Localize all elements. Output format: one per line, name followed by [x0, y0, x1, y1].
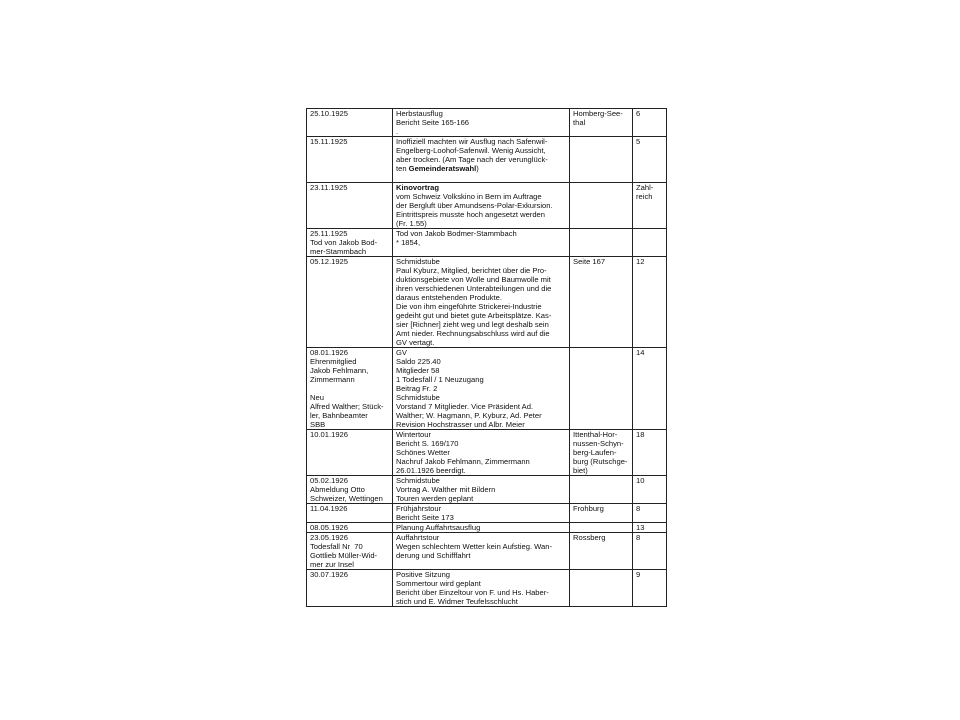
- description-line: [396, 384, 567, 393]
- description-line: [396, 579, 567, 588]
- description-line: [396, 210, 567, 219]
- location-cell: [570, 137, 633, 183]
- date-cell: [307, 523, 393, 533]
- description-line: [396, 533, 567, 542]
- chronicle-table-body: [307, 109, 667, 607]
- description-line: [396, 329, 567, 338]
- description-text: .: [396, 127, 399, 136]
- date-cell: [307, 430, 393, 476]
- location-line: biet): [573, 466, 588, 475]
- description-cell: [393, 504, 570, 523]
- table-row: [307, 570, 667, 607]
- date-line: SBB: [310, 420, 326, 429]
- participant-count: 5: [636, 137, 641, 146]
- description-text: 26.01.1926 beerdigt.: [396, 466, 466, 475]
- description-line: [396, 348, 567, 357]
- description-line: [396, 366, 567, 375]
- description-cell: [393, 183, 570, 229]
- description-line: [396, 302, 567, 311]
- location-line: Homberg-See-: [573, 109, 623, 118]
- count-cell: [633, 523, 667, 533]
- description-text: Bericht S. 169/170: [396, 439, 459, 448]
- description-line: [396, 420, 567, 429]
- date-line: mer zur Insel: [310, 560, 354, 569]
- description-text: Revision Hochstrasser und Albr. Meier: [396, 420, 525, 429]
- description-cell: [393, 523, 570, 533]
- description-line: [396, 183, 567, 192]
- date-cell: [307, 257, 393, 348]
- description-text: Bericht Seite 173: [396, 513, 454, 522]
- description-cell: [393, 257, 570, 348]
- description-text: aber trocken. (Am Tage nach der verunglück-: [396, 155, 548, 164]
- description-text: Bericht über Einzeltour von F. und Hs. Haber-: [396, 588, 549, 597]
- description-line: [396, 485, 567, 494]
- description-line: [396, 504, 567, 513]
- description-line: [396, 513, 567, 522]
- date-line: 08.05.1926: [310, 523, 349, 532]
- location-cell: [570, 257, 633, 348]
- count-cell: [633, 257, 667, 348]
- description-line: [396, 523, 567, 532]
- count-cell: [633, 229, 667, 257]
- count-cell: [633, 476, 667, 504]
- description-text: [396, 173, 398, 182]
- location-cell: [570, 229, 633, 257]
- description-text: Walther; W. Hagmann, P. Kyburz, Ad. Peter: [396, 411, 542, 420]
- date-line: 10.01.1926: [310, 430, 349, 439]
- location-line: Ittenthal-Hor-: [573, 430, 618, 439]
- description-text: Touren werden geplant: [396, 494, 474, 503]
- count-cell: [633, 109, 667, 137]
- description-cell: [393, 430, 570, 476]
- location-cell: [570, 430, 633, 476]
- description-text: Vorstand 7 Mitglieder. Vice Präsident Ad.: [396, 402, 534, 411]
- description-line: [396, 173, 567, 182]
- description-bold-text: Kinovortrag: [396, 183, 440, 192]
- description-line: [396, 357, 567, 366]
- description-line: [396, 375, 567, 384]
- description-text: Eintrittspreis musste hoch angesetzt werden: [396, 210, 545, 219]
- date-line: 15.11.1925: [310, 137, 348, 146]
- description-text: Paul Kyburz, Mitglied, berichtet über die Pro-: [396, 266, 547, 275]
- description-line: [396, 266, 567, 275]
- count-cell: [633, 348, 667, 430]
- location-line: Rossberg: [573, 533, 606, 542]
- description-line: [396, 588, 567, 597]
- table-row: [307, 109, 667, 137]
- table-row: [307, 504, 667, 523]
- count-cell: [633, 430, 667, 476]
- description-text: Nachruf Jakob Fehlmann, Zimmermann: [396, 457, 530, 466]
- description-text: Schmidstube: [396, 257, 440, 266]
- chronicle-table: [306, 108, 667, 607]
- description-line: [396, 257, 567, 266]
- description-line: [396, 201, 567, 210]
- location-line: nussen-Schyn-: [573, 439, 624, 448]
- description-cell: [393, 348, 570, 430]
- participant-count: 12: [636, 257, 645, 266]
- date-line: Zimmermann: [310, 375, 355, 384]
- description-text: stich und E. Widmer Teufelsschlucht: [396, 597, 518, 606]
- description-text: Schmidstube: [396, 393, 440, 402]
- location-cell: [570, 476, 633, 504]
- table-row: [307, 348, 667, 430]
- description-cell: [393, 476, 570, 504]
- description-line: [396, 393, 567, 402]
- description-line: [396, 430, 567, 439]
- location-line: Seite 167: [573, 257, 606, 266]
- date-line: Abmeldung Otto: [310, 485, 365, 494]
- date-cell: [307, 229, 393, 257]
- description-cell: [393, 533, 570, 570]
- description-cell: [393, 137, 570, 183]
- date-line: 30.07.1926: [310, 570, 349, 579]
- description-text: Bericht Seite 165-166: [396, 118, 470, 127]
- date-cell: [307, 504, 393, 523]
- participant-count: Zahl- reich: [636, 183, 654, 201]
- description-text: Herbstausflug: [396, 109, 443, 118]
- location-cell: [570, 523, 633, 533]
- description-text: Wegen schlechtem Wetter kein Aufstieg. Wan-: [396, 542, 553, 551]
- description-text: Engelberg-Loohof-Safenwil. Wenig Aussicht,: [396, 146, 546, 155]
- location-cell: [570, 348, 633, 430]
- date-line: Neu: [310, 393, 324, 402]
- description-text: ihren verschiedenen Unterabteilungen und die: [396, 284, 552, 293]
- description-line: [396, 137, 567, 146]
- description-text: der Bergluft über Amundsens-Polar-Exkursion.: [396, 201, 553, 210]
- description-text: derung und Schifffahrt: [396, 551, 471, 560]
- description-text: (Fr. 1.55): [396, 219, 427, 228]
- description-text: Schmidstube: [396, 476, 440, 485]
- description-cell: [393, 109, 570, 137]
- date-line: Alfred Walther; Stück-: [310, 402, 384, 411]
- description-text: Saldo 225.40: [396, 357, 441, 366]
- document-page: [306, 108, 666, 607]
- description-text: vom Schweiz Volkskino in Bern im Auftrage: [396, 192, 542, 201]
- location-line: Frohburg: [573, 504, 604, 513]
- count-cell: [633, 570, 667, 607]
- location-line: thal: [573, 118, 586, 127]
- participant-count: 6: [636, 109, 641, 118]
- description-text: ten: [396, 164, 409, 173]
- count-cell: [633, 183, 667, 229]
- description-bold-text: Gemeinderatswahl: [408, 164, 477, 173]
- description-line: [396, 494, 567, 503]
- date-line: 25.11.1925: [310, 229, 348, 238]
- date-line: Schweizer, Wettingen: [310, 494, 383, 503]
- description-line: [396, 164, 567, 173]
- description-line: [396, 338, 567, 347]
- date-line: 23.11.1925: [310, 183, 348, 192]
- table-row: [307, 229, 667, 257]
- description-line: [396, 597, 567, 606]
- date-line: 25.10.1925: [310, 109, 349, 118]
- location-cell: [570, 183, 633, 229]
- date-cell: [307, 109, 393, 137]
- description-text: Vortrag A. Walther mit Bildern: [396, 485, 496, 494]
- description-line: [396, 109, 567, 118]
- description-text: Die von ihm eingeführte Strickerei-Industrie: [396, 302, 542, 311]
- description-line: [396, 284, 567, 293]
- date-line: [310, 384, 390, 393]
- location-line: berg-Laufen-: [573, 448, 617, 457]
- participant-count: 9: [636, 570, 641, 579]
- table-row: [307, 183, 667, 229]
- participant-count: 14: [636, 348, 645, 357]
- description-text: duktionsgebiete von Wolle und Baumwolle mit: [396, 275, 551, 284]
- description-line: [396, 448, 567, 457]
- description-cell: [393, 570, 570, 607]
- description-text: * 1854,: [396, 238, 421, 247]
- date-line: Ehrenmitglied: [310, 357, 357, 366]
- description-text: Schönes Wetter: [396, 448, 450, 457]
- description-line: [396, 146, 567, 155]
- description-line: [396, 457, 567, 466]
- description-line: [396, 570, 567, 579]
- table-row: [307, 257, 667, 348]
- description-text: GV vertagt.: [396, 338, 435, 347]
- description-text: Positive Sitzung: [396, 570, 451, 579]
- description-line: [396, 476, 567, 485]
- table-row: [307, 430, 667, 476]
- description-text: Wintertour: [396, 430, 432, 439]
- participant-count: 10: [636, 476, 645, 485]
- description-line: [396, 542, 567, 551]
- description-text: daraus entstehenden Produkte.: [396, 293, 502, 302]
- description-text: Beitrag Fr. 2: [396, 384, 438, 393]
- description-line: [396, 229, 567, 238]
- description-cell: [393, 229, 570, 257]
- location-line: burg (Rutschge-: [573, 457, 628, 466]
- location-cell: [570, 533, 633, 570]
- location-cell: [570, 109, 633, 137]
- description-text: Frühjahrstour: [396, 504, 442, 513]
- table-row: [307, 533, 667, 570]
- description-line: [396, 411, 567, 420]
- description-line: [396, 275, 567, 284]
- date-line: Gottlieb Müller-Wid-: [310, 551, 378, 560]
- count-cell: [633, 533, 667, 570]
- participant-count: 8: [636, 533, 641, 542]
- description-line: [396, 320, 567, 329]
- description-text: Sommertour wird geplant: [396, 579, 481, 588]
- description-text: Amt nieder. Rechnungsabschluss wird auf die: [396, 329, 550, 338]
- date-cell: [307, 137, 393, 183]
- participant-count: 13: [636, 523, 645, 532]
- date-cell: [307, 476, 393, 504]
- description-text: gedeiht gut und bietet gute Arbeitsplätze. Kas-: [396, 311, 552, 320]
- description-line: [396, 293, 567, 302]
- description-line: [396, 238, 567, 247]
- table-row: [307, 523, 667, 533]
- description-text: GV: [396, 348, 407, 357]
- date-line: 08.01.1926: [310, 348, 349, 357]
- description-line: [396, 127, 567, 136]
- date-line: Todesfall Nr 70: [310, 542, 363, 551]
- description-line: [396, 439, 567, 448]
- participant-count: 18: [636, 430, 645, 439]
- description-line: [396, 551, 567, 560]
- count-cell: [633, 137, 667, 183]
- description-line: [396, 402, 567, 411]
- description-line: [396, 219, 567, 228]
- participant-count: 8: [636, 504, 641, 513]
- date-line: 05.12.1925: [310, 257, 349, 266]
- description-line: [396, 466, 567, 475]
- date-cell: [307, 533, 393, 570]
- date-line: mer-Stammbach: [310, 247, 367, 256]
- date-line: 23.05.1926: [310, 533, 349, 542]
- date-cell: [307, 348, 393, 430]
- date-line: 11.04.1926: [310, 504, 348, 513]
- description-text: Auffahrtstour: [396, 533, 440, 542]
- description-line: [396, 155, 567, 164]
- description-text: sier [Richner] zieht weg und legt deshalb sein: [396, 320, 549, 329]
- date-cell: [307, 570, 393, 607]
- description-text: ): [476, 164, 479, 173]
- location-cell: [570, 570, 633, 607]
- date-line: Jakob Fehlmann,: [310, 366, 369, 375]
- description-text: Planung Auffahrtsausflug: [396, 523, 481, 532]
- date-line: 05.02.1926: [310, 476, 349, 485]
- table-row: [307, 137, 667, 183]
- description-text: 1 Todesfall / 1 Neuzugang: [396, 375, 484, 384]
- description-line: [396, 311, 567, 320]
- description-line: [396, 118, 567, 127]
- description-text: Inoffiziell machten wir Ausflug nach Safenwil-: [396, 137, 548, 146]
- date-line: ler, Bahnbeamter: [310, 411, 368, 420]
- location-cell: [570, 504, 633, 523]
- date-cell: [307, 183, 393, 229]
- description-text: Tod von Jakob Bodmer-Stammbach: [396, 229, 517, 238]
- description-line: [396, 192, 567, 201]
- count-cell: [633, 504, 667, 523]
- description-text: Mitglieder 58: [396, 366, 440, 375]
- date-line: Tod von Jakob Bod-: [310, 238, 378, 247]
- table-row: [307, 476, 667, 504]
